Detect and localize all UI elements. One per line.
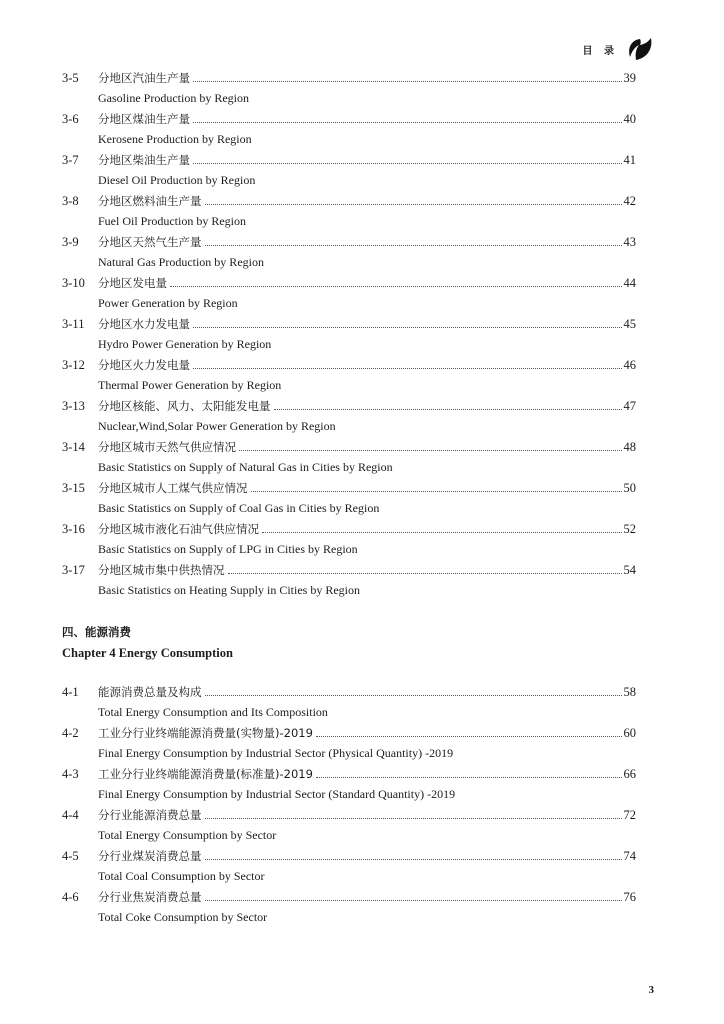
toc-entry-title-zh: 分地区火力发电量 — [98, 358, 190, 372]
toc-entry-page: 48 — [623, 440, 636, 454]
toc-entry-title-zh: 分地区城市集中供热情况 — [98, 563, 225, 577]
dot-leader — [205, 900, 622, 901]
toc-entry-number: 4-5 — [62, 849, 79, 863]
toc-entry-number: 4-4 — [62, 808, 79, 822]
toc-entry-title-en: Basic Statistics on Supply of Coal Gas in Cities by Region — [98, 501, 380, 515]
toc-entry-title-en: Power Generation by Region — [98, 296, 238, 310]
toc-entry-title-en: Basic Statistics on Supply of Natural Gas in Cities by Region — [98, 460, 393, 474]
toc-entry-title-zh: 分地区城市天然气供应情况 — [98, 440, 236, 454]
toc-entry-page: 50 — [623, 481, 636, 495]
toc-entry-title-zh: 分地区汽油生产量 — [98, 71, 190, 85]
toc-entry-number: 3-11 — [62, 317, 85, 331]
toc-entry-page: 74 — [623, 849, 636, 863]
toc-entry-title-en: Fuel Oil Production by Region — [98, 214, 246, 228]
toc-entry-title-en: Diesel Oil Production by Region — [98, 173, 256, 187]
toc-entry-title-en: Total Energy Consumption and Its Composition — [98, 705, 328, 719]
toc-entry[interactable] — [62, 150, 636, 191]
dot-leader — [193, 327, 622, 328]
toc-entry-title-en: Thermal Power Generation by Region — [98, 378, 282, 392]
toc-entry-title-zh: 分地区发电量 — [98, 276, 167, 290]
toc-entry[interactable] — [62, 723, 636, 764]
toc-entry-number: 4-3 — [62, 767, 79, 781]
toc-entry[interactable] — [62, 560, 636, 601]
chapter-title-zh: 四、能源消费 — [62, 625, 131, 639]
toc-entry-title-zh: 分地区天然气生产量 — [98, 235, 202, 249]
toc-entry[interactable] — [62, 478, 636, 519]
toc-entry-title-en: Nuclear,Wind,Solar Power Generation by Region — [98, 419, 336, 433]
toc-entry[interactable] — [62, 68, 636, 109]
header-title: 目 录 — [582, 45, 618, 57]
toc-entry[interactable] — [62, 437, 636, 478]
toc-entry-number: 3-12 — [62, 358, 85, 372]
dot-leader — [274, 409, 622, 410]
toc-entry-page: 66 — [623, 767, 636, 781]
toc-entry[interactable] — [62, 232, 636, 273]
toc-section-4 — [62, 682, 636, 928]
toc-entry-title-zh: 分地区城市人工煤气供应情况 — [98, 481, 248, 495]
toc-entry-page: 42 — [623, 194, 636, 208]
dot-leader — [193, 81, 622, 82]
toc-entry-title-zh: 分行业焦炭消费总量 — [98, 890, 202, 904]
toc-entry-page: 41 — [623, 153, 636, 167]
toc-entry[interactable] — [62, 846, 636, 887]
chapter-title-en: Chapter 4 Energy Consumption — [62, 646, 233, 660]
dot-leader — [205, 695, 622, 696]
toc-entry-number: 3-16 — [62, 522, 85, 536]
toc-entry-page: 39 — [623, 71, 636, 85]
toc-entry-title-en: Gasoline Production by Region — [98, 91, 249, 105]
toc-entry-page: 47 — [623, 399, 636, 413]
toc-entry-page: 58 — [623, 685, 636, 699]
dot-leader — [205, 245, 622, 246]
toc-entry-title-zh: 分地区柴油生产量 — [98, 153, 190, 167]
toc-entry-number: 4-6 — [62, 890, 79, 904]
toc-entry-page: 45 — [623, 317, 636, 331]
toc-entry-number: 3-10 — [62, 276, 85, 290]
toc-entry-title-zh: 分地区燃料油生产量 — [98, 194, 202, 208]
toc-entry-page: 76 — [623, 890, 636, 904]
toc-entry-number: 3-6 — [62, 112, 79, 126]
toc-entry-page: 72 — [623, 808, 636, 822]
dot-leader — [205, 859, 622, 860]
toc-entry[interactable] — [62, 887, 636, 928]
toc-entry[interactable] — [62, 273, 636, 314]
toc-entry-title-en: Basic Statistics on Supply of LPG in Cities by Region — [98, 542, 358, 556]
dot-leader — [316, 777, 622, 778]
dot-leader — [205, 204, 622, 205]
toc-entry-title-en: Kerosene Production by Region — [98, 132, 252, 146]
toc-entry-number: 3-13 — [62, 399, 85, 413]
toc-entry-number: 3-9 — [62, 235, 79, 249]
toc-entry-page: 43 — [623, 235, 636, 249]
toc-entry[interactable] — [62, 764, 636, 805]
toc-entry-page: 52 — [623, 522, 636, 536]
toc-entry-number: 3-14 — [62, 440, 85, 454]
toc-entry-title-zh: 分行业煤炭消费总量 — [98, 849, 202, 863]
toc-entry-title-zh: 分行业能源消费总量 — [98, 808, 202, 822]
dot-leader — [170, 286, 622, 287]
toc-entry-title-zh: 分地区煤油生产量 — [98, 112, 190, 126]
toc-entry[interactable] — [62, 109, 636, 150]
dot-leader — [316, 736, 622, 737]
dot-leader — [262, 532, 622, 533]
toc-entry-title-en: Natural Gas Production by Region — [98, 255, 264, 269]
toc-entry-page: 44 — [623, 276, 636, 290]
dot-leader — [239, 450, 622, 451]
toc-entry-page: 60 — [623, 726, 636, 740]
toc-entry[interactable] — [62, 396, 636, 437]
toc-entry[interactable] — [62, 805, 636, 846]
leaf-logo-icon — [626, 36, 654, 62]
toc-entry-number: 3-7 — [62, 153, 79, 167]
toc-entry-title-en: Hydro Power Generation by Region — [98, 337, 272, 351]
toc-entry-page: 46 — [623, 358, 636, 372]
toc-entry-title-en: Total Coal Consumption by Sector — [98, 869, 265, 883]
toc-entry-number: 3-8 — [62, 194, 79, 208]
toc-entry[interactable] — [62, 682, 636, 723]
toc-entry[interactable] — [62, 191, 636, 232]
toc-entry-number: 4-1 — [62, 685, 79, 699]
dot-leader — [193, 163, 622, 164]
toc-entry-title-en: Final Energy Consumption by Industrial Sector (Standard Quantity) -2019 — [98, 787, 456, 801]
toc-entry-title-zh: 分地区城市液化石油气供应情况 — [98, 522, 259, 536]
toc-entry-title-zh: 能源消费总量及构成 — [98, 685, 202, 699]
page-number: 3 — [648, 984, 654, 996]
page-header — [583, 36, 654, 62]
toc-entry-title-zh: 工业分行业终端能源消费量(标准量)-2019 — [98, 767, 313, 781]
toc-entry-number: 3-15 — [62, 481, 85, 495]
toc-entry-number: 3-5 — [62, 71, 79, 85]
toc-entry-number: 3-17 — [62, 563, 85, 577]
toc-section-3 — [62, 68, 636, 601]
toc-entry-page: 40 — [623, 112, 636, 126]
dot-leader — [205, 818, 622, 819]
toc-entry-title-en: Basic Statistics on Heating Supply in Cities by Region — [98, 583, 360, 597]
toc-entry[interactable] — [62, 314, 636, 355]
dot-leader — [228, 573, 622, 574]
toc-entry-title-en: Total Energy Consumption by Sector — [98, 828, 277, 842]
dot-leader — [193, 368, 622, 369]
dot-leader — [193, 122, 622, 123]
chapter-heading — [62, 622, 233, 664]
toc-entry-title-en: Total Coke Consumption by Sector — [98, 910, 268, 924]
toc-entry[interactable] — [62, 519, 636, 560]
toc-entry-title-en: Final Energy Consumption by Industrial Sector (Physical Quantity) -2019 — [98, 746, 454, 760]
toc-entry[interactable] — [62, 355, 636, 396]
toc-entry-title-zh: 分地区水力发电量 — [98, 317, 190, 331]
toc-entry-number: 4-2 — [62, 726, 79, 740]
toc-entry-page: 54 — [623, 563, 636, 577]
toc-entry-title-zh: 分地区核能、风力、太阳能发电量 — [98, 399, 271, 413]
toc-entry-title-zh: 工业分行业终端能源消费量(实物量)-2019 — [98, 726, 313, 740]
dot-leader — [251, 491, 622, 492]
